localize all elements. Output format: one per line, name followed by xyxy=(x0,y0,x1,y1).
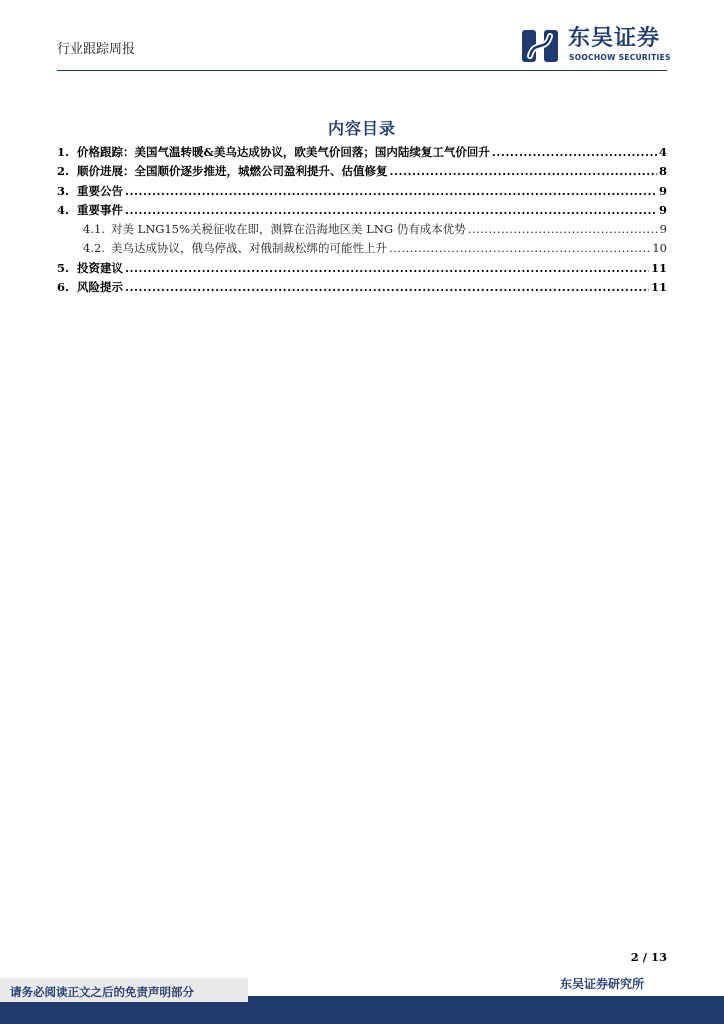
toc-leader-dots xyxy=(125,184,657,198)
logo-english-name: SOOCHOW SECURITIES xyxy=(569,53,671,62)
toc-leader-dots xyxy=(389,241,650,255)
toc-entry-title: 价格跟踪：美国气温转暖&美乌达成协议，欧美气价回落；国内陆续复工气价回升 xyxy=(77,145,490,159)
toc-leader-dots xyxy=(468,222,658,236)
toc-entry-2[interactable] xyxy=(57,163,667,182)
toc-entry-5[interactable] xyxy=(57,260,667,279)
report-type-label: 行业跟踪周报 xyxy=(57,42,136,57)
toc-leader-dots xyxy=(125,280,649,294)
toc-leader-dots xyxy=(125,261,649,275)
toc-entry-4-1[interactable] xyxy=(57,221,667,240)
table-of-contents xyxy=(57,144,667,298)
company-logo xyxy=(520,26,690,66)
logo-chinese-name: 东吴证券 xyxy=(568,26,661,51)
toc-entry-title: 投资建议 xyxy=(77,260,124,275)
toc-entry-title: 美乌达成协议，俄乌停战、对俄制裁松绑的可能性上升 xyxy=(110,241,387,256)
toc-leader-dots xyxy=(492,145,657,159)
footer-institute-name: 东吴证券研究所 xyxy=(560,977,645,991)
toc-entry-page: 11 xyxy=(650,260,667,275)
toc-entry-number: 4.1. xyxy=(83,222,105,237)
toc-entry-number: 1. xyxy=(57,145,70,159)
toc-entry-title: 顺价进展：全国顺价逐步推进，城燃公司盈利提升、估值修复 xyxy=(77,164,388,179)
toc-entry-page: 9 xyxy=(658,183,667,198)
company-logo-icon xyxy=(520,26,560,66)
toc-entry-page: 11 xyxy=(650,280,667,295)
toc-entry-number: 5. xyxy=(57,260,70,275)
toc-entry-number: 4.2. xyxy=(83,241,105,256)
disclaimer-notice: 请务必阅读正文之后的免责声明部分 xyxy=(10,985,194,999)
toc-entry-number: 6. xyxy=(57,280,70,295)
header-divider xyxy=(57,70,667,71)
toc-entry-number: 3. xyxy=(57,183,70,198)
toc-entry-4-2[interactable] xyxy=(57,240,667,259)
toc-entry-title: 重要公告 xyxy=(77,183,124,198)
toc-leader-dots xyxy=(125,203,657,217)
toc-entry-page: 10 xyxy=(652,241,667,256)
toc-entry-4[interactable] xyxy=(57,202,667,221)
toc-leader-dots xyxy=(390,164,657,178)
toc-entry-page: 8 xyxy=(658,164,667,179)
toc-entry-title: 对美 LNG15%关税征收在即，测算在沿海地区美 LNG 仍有成本优势 xyxy=(110,222,466,237)
page-number: 2 / 13 xyxy=(630,950,667,964)
toc-entry-3[interactable] xyxy=(57,183,667,202)
toc-entry-page: 9 xyxy=(658,202,667,217)
toc-entry-page: 9 xyxy=(659,222,667,237)
toc-entry-number: 2. xyxy=(57,164,70,179)
toc-entry-title: 风险提示 xyxy=(77,280,124,295)
toc-entry-number: 4. xyxy=(57,202,70,217)
toc-entry-1[interactable] xyxy=(57,144,667,163)
toc-entry-title: 重要事件 xyxy=(77,202,124,217)
toc-entry-6[interactable] xyxy=(57,279,667,298)
toc-title: 内容目录 xyxy=(327,119,396,138)
toc-entry-page: 4 xyxy=(658,145,667,159)
